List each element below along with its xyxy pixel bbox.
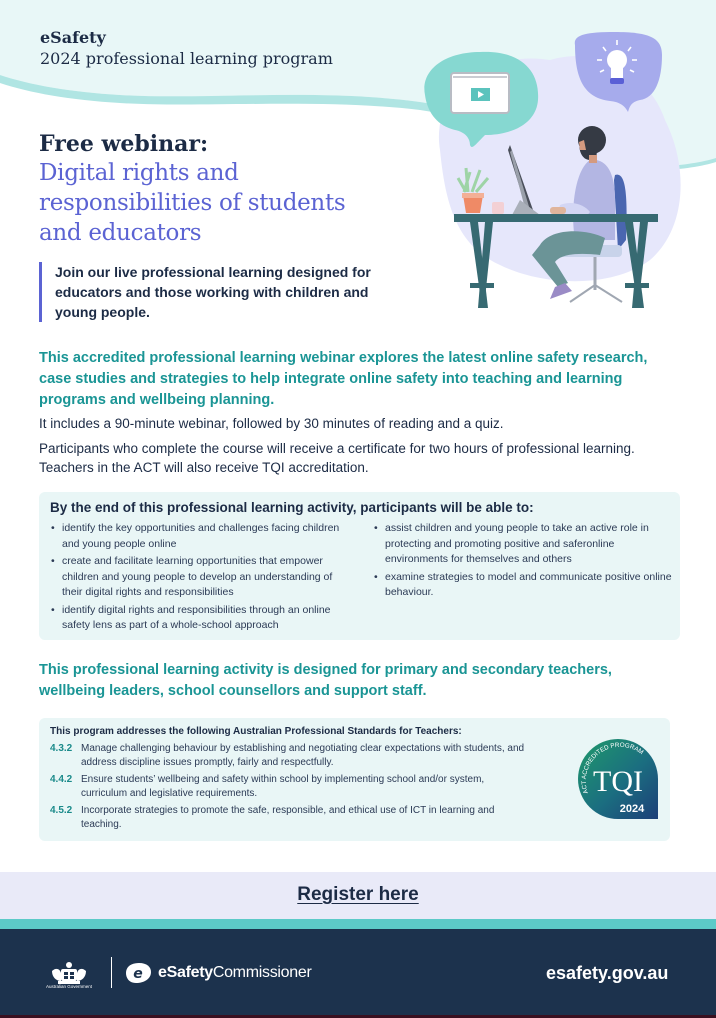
esafety-e-logo-icon [124, 962, 152, 984]
outcomes-list-right [372, 521, 672, 603]
footer-divider [111, 957, 112, 988]
outcome-item: • create and facilitate learning opportunities that empower children and young people to develop an understanding of their digital rights and responsibilities [49, 554, 349, 601]
tqi-letters: TQI [593, 765, 643, 798]
webinar-title-line-1: Digital rights and [39, 160, 239, 186]
webinar-title-line-2: responsibilities of students [39, 190, 346, 216]
outcomes-heading: By the end of this professional learning activity, participants will be able to: [50, 500, 534, 515]
webinar-title-line-3: and educators [39, 220, 202, 246]
webinar-kicker: Free webinar: [39, 131, 209, 157]
register-cta [0, 884, 716, 906]
tqi-year: 2024 [619, 803, 645, 815]
standard-text: Ensure students’ wellbeing and safety within school by implementing school and/or system, curriculum and legislative requirements. [81, 774, 485, 799]
outcome-item: • identify the key opportunities and challenges facing children and young people online [49, 521, 349, 552]
brand-name: eSafety [40, 28, 106, 47]
standard-code: 4.3.2 [50, 743, 73, 754]
tqi-accreditation-badge [574, 735, 662, 823]
outcome-item: • identify digital rights and responsibilities through an online safety lens as part of a whole-school approach [49, 603, 349, 634]
esafety-commissioner-logo[interactable] [124, 962, 311, 984]
register-here-link[interactable]: Register here [297, 884, 419, 905]
learning-outcomes-panel [39, 492, 680, 640]
standard-item [50, 742, 530, 769]
certificate-text: Participants who complete the course will receive a certificate for two hours of professional learning. Teachers in the ACT will also receive TQI accreditation. [39, 441, 635, 475]
audience-statement: This professional learning activity is designed for primary and secondary teachers, wellbeing leaders, school counsellors and support staff. [39, 662, 612, 699]
esafety-wordmark: eSafetyCommissioner [158, 964, 312, 981]
intro-callout: Join our live professional learning designed for educators and those working with children and young people. [39, 262, 399, 322]
svg-text:e: e [133, 966, 143, 982]
standard-code: 4.5.2 [50, 805, 73, 816]
standard-item [50, 804, 530, 831]
program-title: 2024 professional learning program [40, 49, 333, 68]
teal-divider-strip [0, 919, 716, 929]
standards-heading: This program addresses the following Australian Professional Standards for Teachers: [50, 726, 462, 737]
standard-text: Incorporate strategies to promote the safe, responsible, and ethical use of ICT in learning and teaching. [81, 805, 495, 830]
webinar-duration-text: It includes a 90-minute webinar, followed by 30 minutes of reading and a quiz. [39, 416, 504, 431]
lead-paragraph: This accredited professional learning webinar explores the latest online safety research, case studies and strategies to help integrate online safety into teaching and learning programs and wellbeing planning. [39, 350, 648, 408]
standard-code: 4.4.2 [50, 774, 73, 785]
svg-text:ACT ACCREDITED PROGRAM: ACT ACCREDITED PROGRAM [580, 741, 645, 795]
footer [0, 929, 716, 1015]
website-url-link[interactable]: esafety.gov.au [546, 963, 669, 983]
hero-illustration [400, 0, 716, 320]
outcome-item: • examine strategies to model and communicate positive online behaviour. [372, 570, 672, 601]
outcomes-list-left [49, 521, 349, 636]
standard-text: Manage challenging behaviour by establishing and negotiating clear expectations with students, and address discipline issues promptly, fairly and respectfully. [81, 743, 525, 768]
outcome-item: • assist children and young people to take an active role in protecting and promoting positive and saferonline environments for themselves and others [372, 521, 672, 568]
australian-government-label: Australian Government [45, 984, 93, 989]
hero-titles [39, 130, 399, 248]
standard-item [50, 773, 530, 800]
brand-header [40, 28, 333, 70]
